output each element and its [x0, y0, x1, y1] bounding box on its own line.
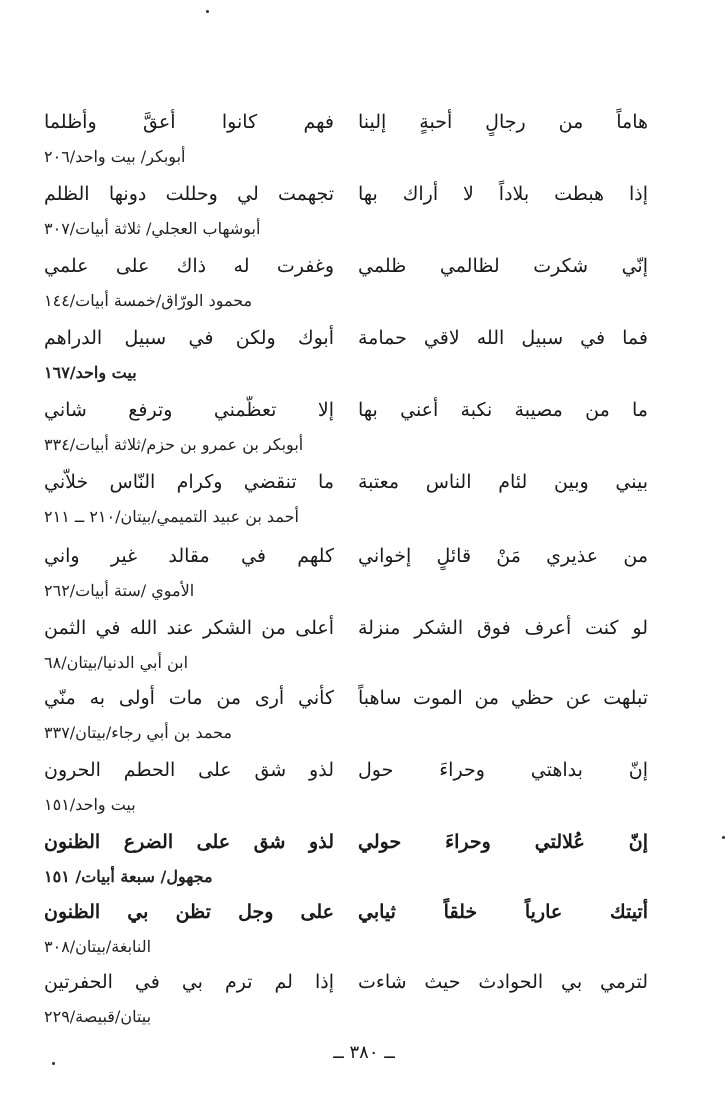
verse-entry-5 — [40, 392, 648, 462]
verse-source: أبوبكر بن عمرو بن حزم/ثلاثة أبيات/٣٣٤ — [44, 435, 304, 454]
verse-line — [40, 610, 648, 646]
verse-source: مجهول/ سبعة أبيات/ ١٥١ — [44, 867, 213, 886]
second-hemistich: ما تنقضي وكرام النّاس خلاّني — [44, 471, 334, 493]
verse-entry-3 — [40, 248, 648, 318]
second-hemistich: لذو شق على الضرع الظنون — [44, 831, 334, 853]
verse-source: أبوشهاب العجلي/ ثلاثة أبيات/٣٠٧ — [44, 219, 261, 238]
verse-line — [40, 248, 648, 284]
first-hemistich: لو كنت أعرف فوق الشكر منزلة — [358, 617, 648, 639]
first-hemistich: إنّ بداهتي وحراءَ حول — [358, 759, 648, 781]
verse-entry-8 — [40, 610, 648, 680]
scan-speck — [206, 10, 209, 13]
first-hemistich: إنّي شكرت لظالمي ظلمي — [358, 255, 648, 277]
verse-source: محمد بن أبي رجاء/بيتان/٣٣٧ — [44, 723, 232, 742]
verse-entry-7 — [40, 538, 648, 608]
second-hemistich: لذو شق على الحطم الحرون — [44, 759, 334, 781]
first-hemistich: أتيتك عارياً خلقاً ثيابي — [358, 901, 648, 923]
page-number: ــ ٣٨٠ ــ — [333, 1042, 395, 1063]
verse-source: محمود الورّاق/خمسة أبيات/١٤٤ — [44, 291, 253, 310]
verse-line — [40, 894, 648, 930]
verse-entry-10 — [40, 752, 648, 822]
verse-source: النابغة/بيتان/٣٠٨ — [44, 937, 152, 956]
verse-entry-2 — [40, 176, 648, 246]
second-hemistich: فهم كانوا أعقَّ وأظلما — [44, 111, 334, 133]
first-hemistich: إنّ عُلالتي وحراءَ حولي — [358, 831, 648, 853]
verse-line — [40, 392, 648, 428]
verse-entry-6 — [40, 464, 648, 534]
scan-speck — [52, 1062, 55, 1065]
verse-source: بيتان/قبيصة/٢٢٩ — [44, 1007, 152, 1026]
second-hemistich: تجهمت لي وحللت دونها الظلم — [44, 183, 334, 205]
verse-entry-9 — [40, 680, 648, 750]
first-hemistich: فما في سبيل الله لاقي حمامة — [358, 327, 648, 349]
second-hemistich: إذا لم ترم بي في الحفرتين — [44, 971, 334, 993]
first-hemistich: إذا هبطت بلاداً لا أراك بها — [358, 183, 648, 205]
first-hemistich: تبلهت عن حظي من الموت ساهباً — [358, 687, 648, 709]
first-hemistich: بيني وبين لئام الناس معتبة — [358, 471, 648, 493]
second-hemistich: كأني أرى من مات أولى به منّي — [44, 687, 334, 709]
second-hemistich: إلا تعظّمني وترفع شاني — [44, 399, 334, 421]
verse-line — [40, 824, 648, 860]
verse-source: أحمد بن عبيد التميمي/بيتان/٢١٠ ــ ٢١١ — [44, 507, 299, 526]
verse-line — [40, 752, 648, 788]
verse-line — [40, 464, 648, 500]
verse-line — [40, 680, 648, 716]
first-hemistich: من عذيري مَنْ قائلٍ إخواني — [358, 545, 648, 567]
verse-entry-4 — [40, 320, 648, 390]
verse-source: أبوبكر/ بيت واحد/٢٠٦ — [44, 147, 186, 166]
verse-line — [40, 538, 648, 574]
verse-entry-12 — [40, 894, 648, 964]
verse-source: الأموي /ستة أبيات/٢٦٢ — [44, 581, 195, 600]
scan-speck — [722, 836, 725, 839]
second-hemistich: أعلى من الشكر عند الله في الثمن — [44, 617, 334, 639]
verse-source: بيت واحد/١٥١ — [44, 795, 136, 814]
first-hemistich: هاماً من رجالٍ أحبةٍ إلينا — [358, 111, 648, 133]
second-hemistich: كلهم في مقالد غير واني — [44, 545, 334, 567]
first-hemistich: ما من مصيبة نكبة أعني بها — [358, 399, 648, 421]
second-hemistich: وغفرت له ذاك على علمي — [44, 255, 334, 277]
verse-source: ابن أبي الدنيا/بيتان/٦٨ — [44, 653, 189, 672]
second-hemistich: أبوك ولكن في سبيل الدراهم — [44, 327, 334, 349]
verse-line — [40, 104, 648, 140]
verse-line — [40, 176, 648, 212]
verse-entry-11 — [40, 824, 648, 894]
first-hemistich: لترمي بي الحوادث حيث شاءت — [358, 971, 648, 993]
verse-line — [40, 320, 648, 356]
verse-source: بيت واحد/١٦٧ — [44, 363, 137, 382]
verse-line — [40, 964, 648, 1000]
verse-entry-13 — [40, 964, 648, 1034]
verse-entry-1 — [40, 104, 648, 174]
second-hemistich: على وجل تظن بي الظنون — [44, 901, 334, 923]
